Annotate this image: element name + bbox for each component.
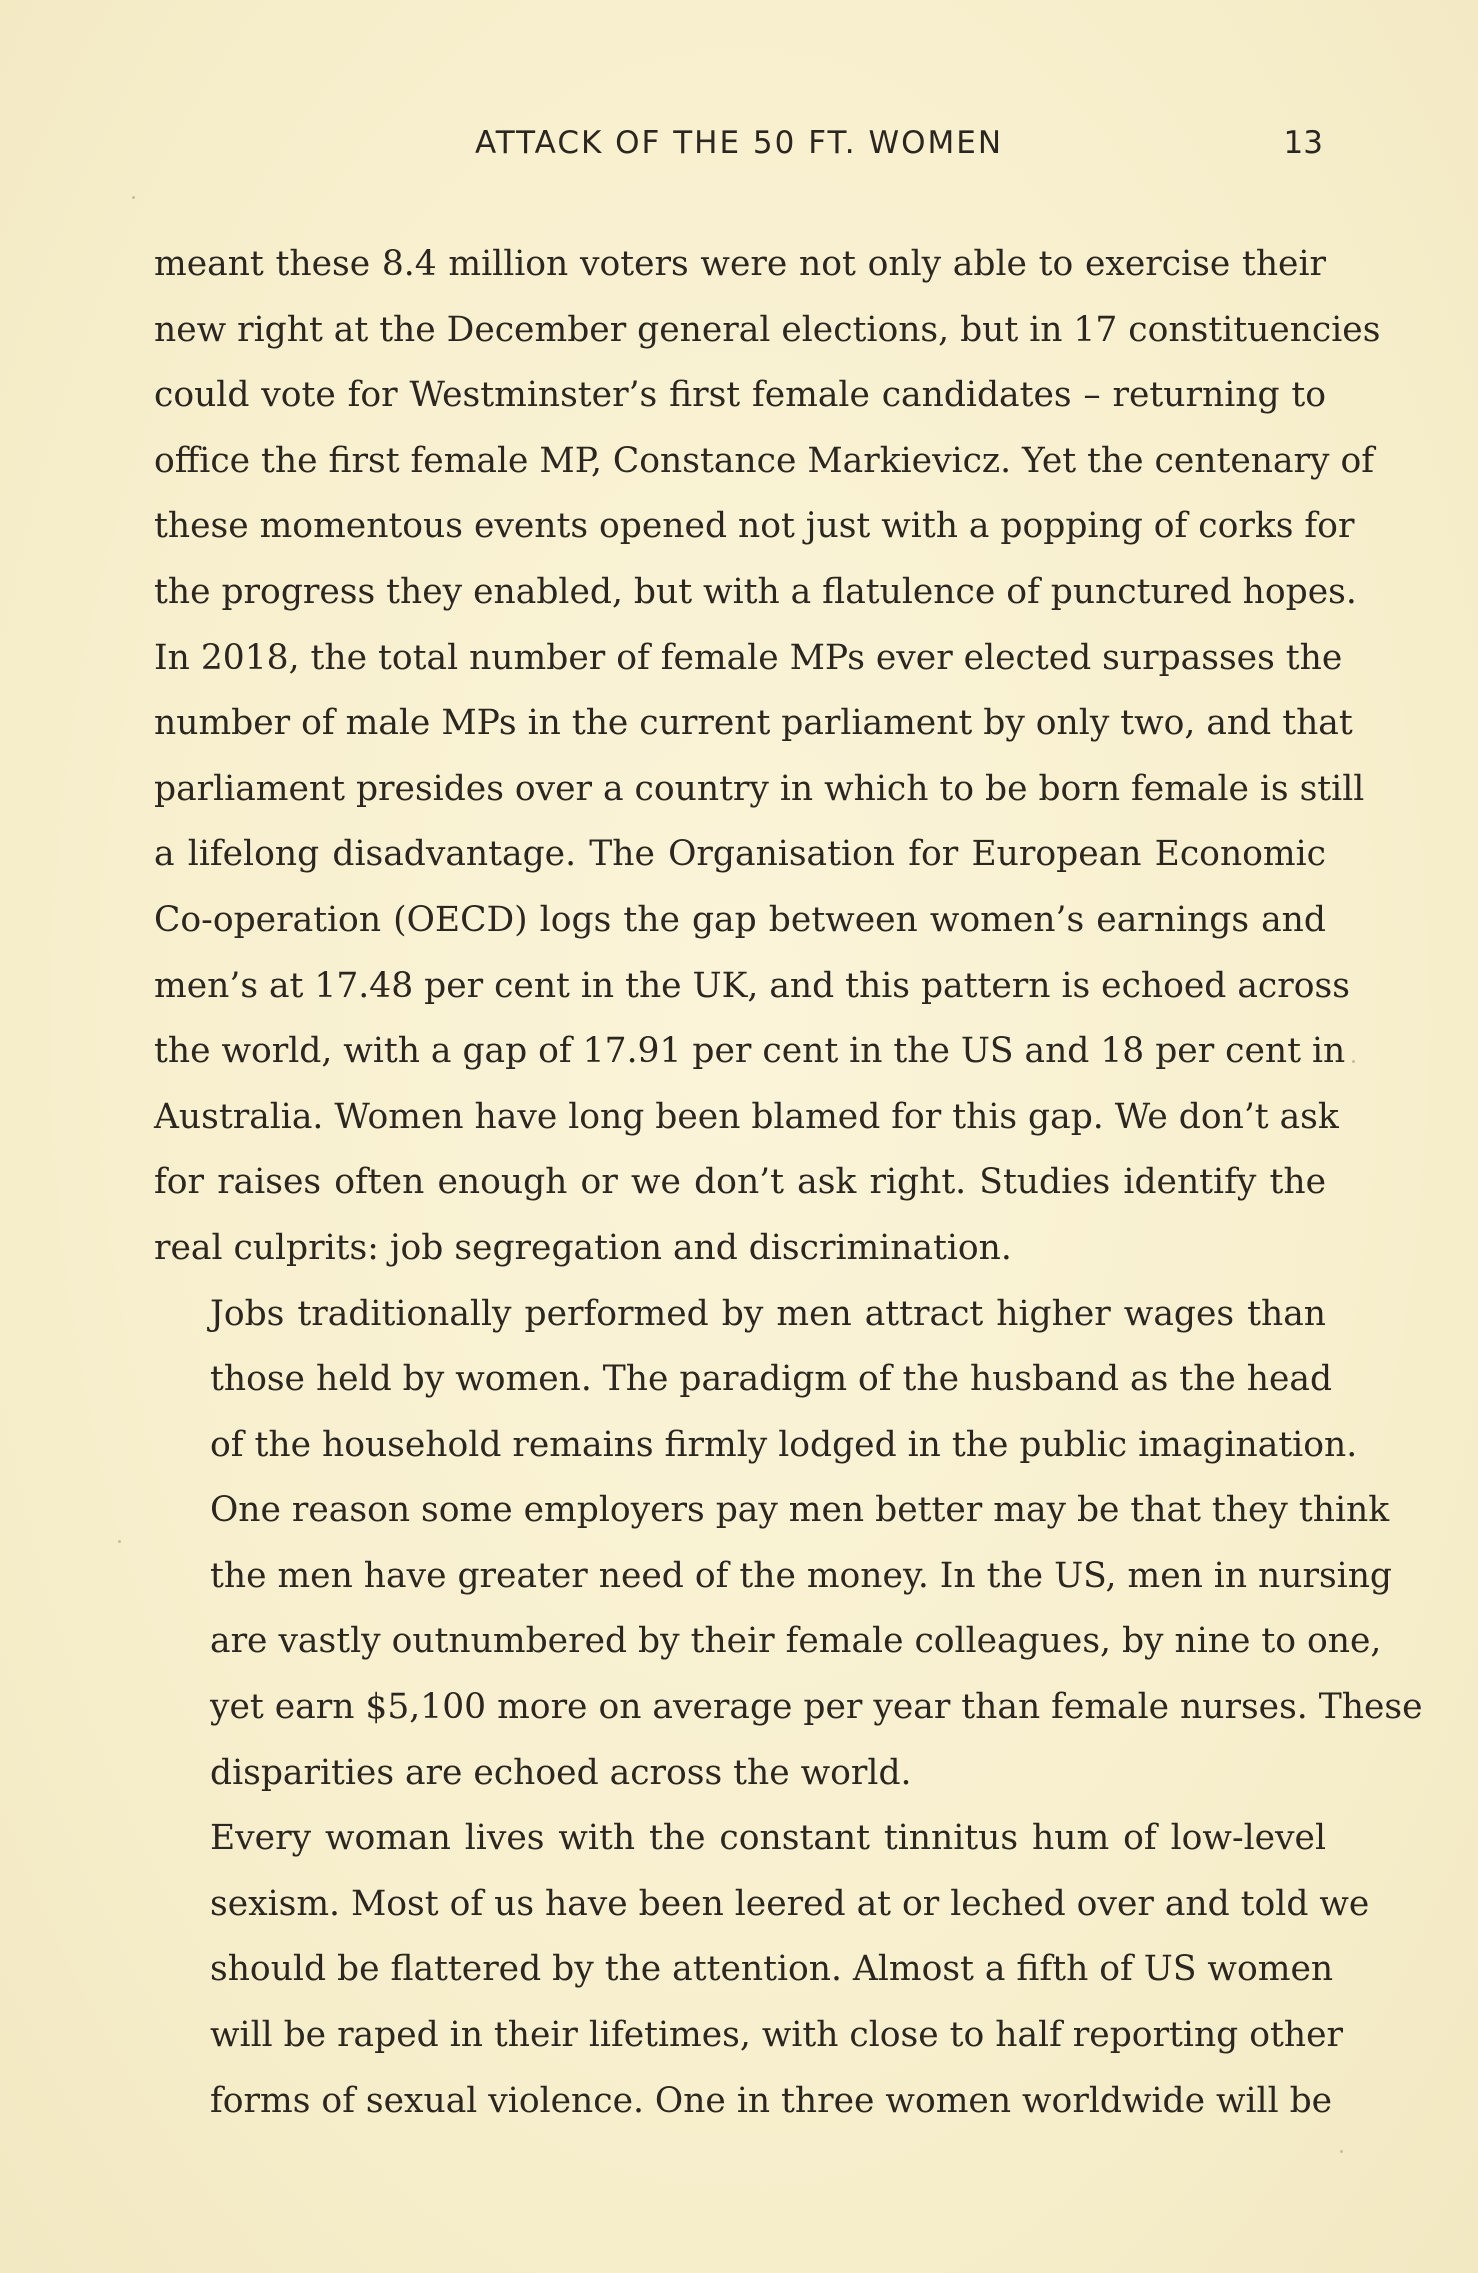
- text-line: meant these 8.4 million voters were not only able to exercise their: [154, 244, 1326, 284]
- text-line: a lifelong disadvantage. The Organisation for European Economic: [154, 834, 1326, 875]
- paragraph-1: [154, 232, 1381, 1282]
- paper-speck: [118, 1540, 121, 1543]
- paper-speck: [132, 196, 135, 199]
- running-title: ATTACK OF THE 50 FT. WOMEN: [474, 125, 1004, 161]
- text-line: parliament presides over a country in which to be born female is still: [154, 768, 1365, 809]
- text-line: will be raped in their lifetimes, with close to half reporting other: [210, 2015, 1343, 2056]
- text-line: number of male MPs in the current parliament by only two, and that: [154, 703, 1353, 744]
- text-line: the progress they enabled, but with a flatulence of punctured hopes.: [154, 571, 1357, 612]
- text-line: Jobs traditionally performed by men attract higher wages than: [210, 1293, 1326, 1334]
- paper-speck: [1352, 1060, 1355, 1063]
- text-line: men’s at 17.48 per cent in the UK, and this pattern is echoed across: [154, 965, 1350, 1006]
- text-line: should be flattered by the attention. Almost a fifth of US women: [210, 1949, 1334, 1990]
- running-head: [0, 118, 1478, 168]
- text-line: In 2018, the total number of female MPs ever elected surpasses the: [154, 637, 1343, 678]
- text-line: could vote for Westminster’s first female candidates – returning to: [154, 375, 1326, 416]
- text-line: Every woman lives with the constant tinnitus hum of low-level: [210, 1818, 1326, 1859]
- paper-speck: [1340, 2150, 1343, 2153]
- paragraph-3: [154, 1806, 1370, 2134]
- text-line: disparities are echoed across the world.: [210, 1752, 912, 1793]
- text-line: yet earn $5,100 more on average per year than female nurses. These: [210, 1687, 1423, 1728]
- text-line: new right at the December general elections, but in 17 constituencies: [154, 309, 1381, 350]
- text-line: are vastly outnumbered by their female colleagues, by nine to one,: [210, 1621, 1382, 1662]
- text-line: One reason some employers pay men better may be that they think: [210, 1490, 1390, 1531]
- text-line: the world, with a gap of 17.91 per cent in the US and 18 per cent in: [154, 1031, 1346, 1072]
- text-line: the men have greater need of the money. In the US, men in nursing: [210, 1555, 1392, 1596]
- text-line: these momentous events opened not just with a popping of corks for: [154, 506, 1355, 547]
- text-line: those held by women. The paradigm of the husband as the head: [210, 1359, 1333, 1400]
- text-line: office the first female MP, Constance Markievicz. Yet the centenary of: [154, 440, 1375, 481]
- page-number: 13: [1283, 125, 1323, 161]
- body-text: [154, 232, 1423, 2134]
- text-line: forms of sexual violence. One in three women worldwide will be: [210, 2080, 1333, 2121]
- text-line: sexism. Most of us have been leered at or leched over and told we: [210, 1883, 1370, 1924]
- text-line: Co-operation (OECD) logs the gap between women’s earnings and: [154, 899, 1326, 940]
- text-line: Australia. Women have long been blamed for this gap. We don’t ask: [154, 1096, 1339, 1137]
- text-line: for raises often enough or we don’t ask right. Studies identify the: [154, 1162, 1326, 1203]
- text-line: real culprits: job segregation and discrimination.: [154, 1227, 1012, 1268]
- paragraph-2: [154, 1282, 1423, 1807]
- text-line: of the household remains firmly lodged in the public imagination.: [210, 1424, 1358, 1465]
